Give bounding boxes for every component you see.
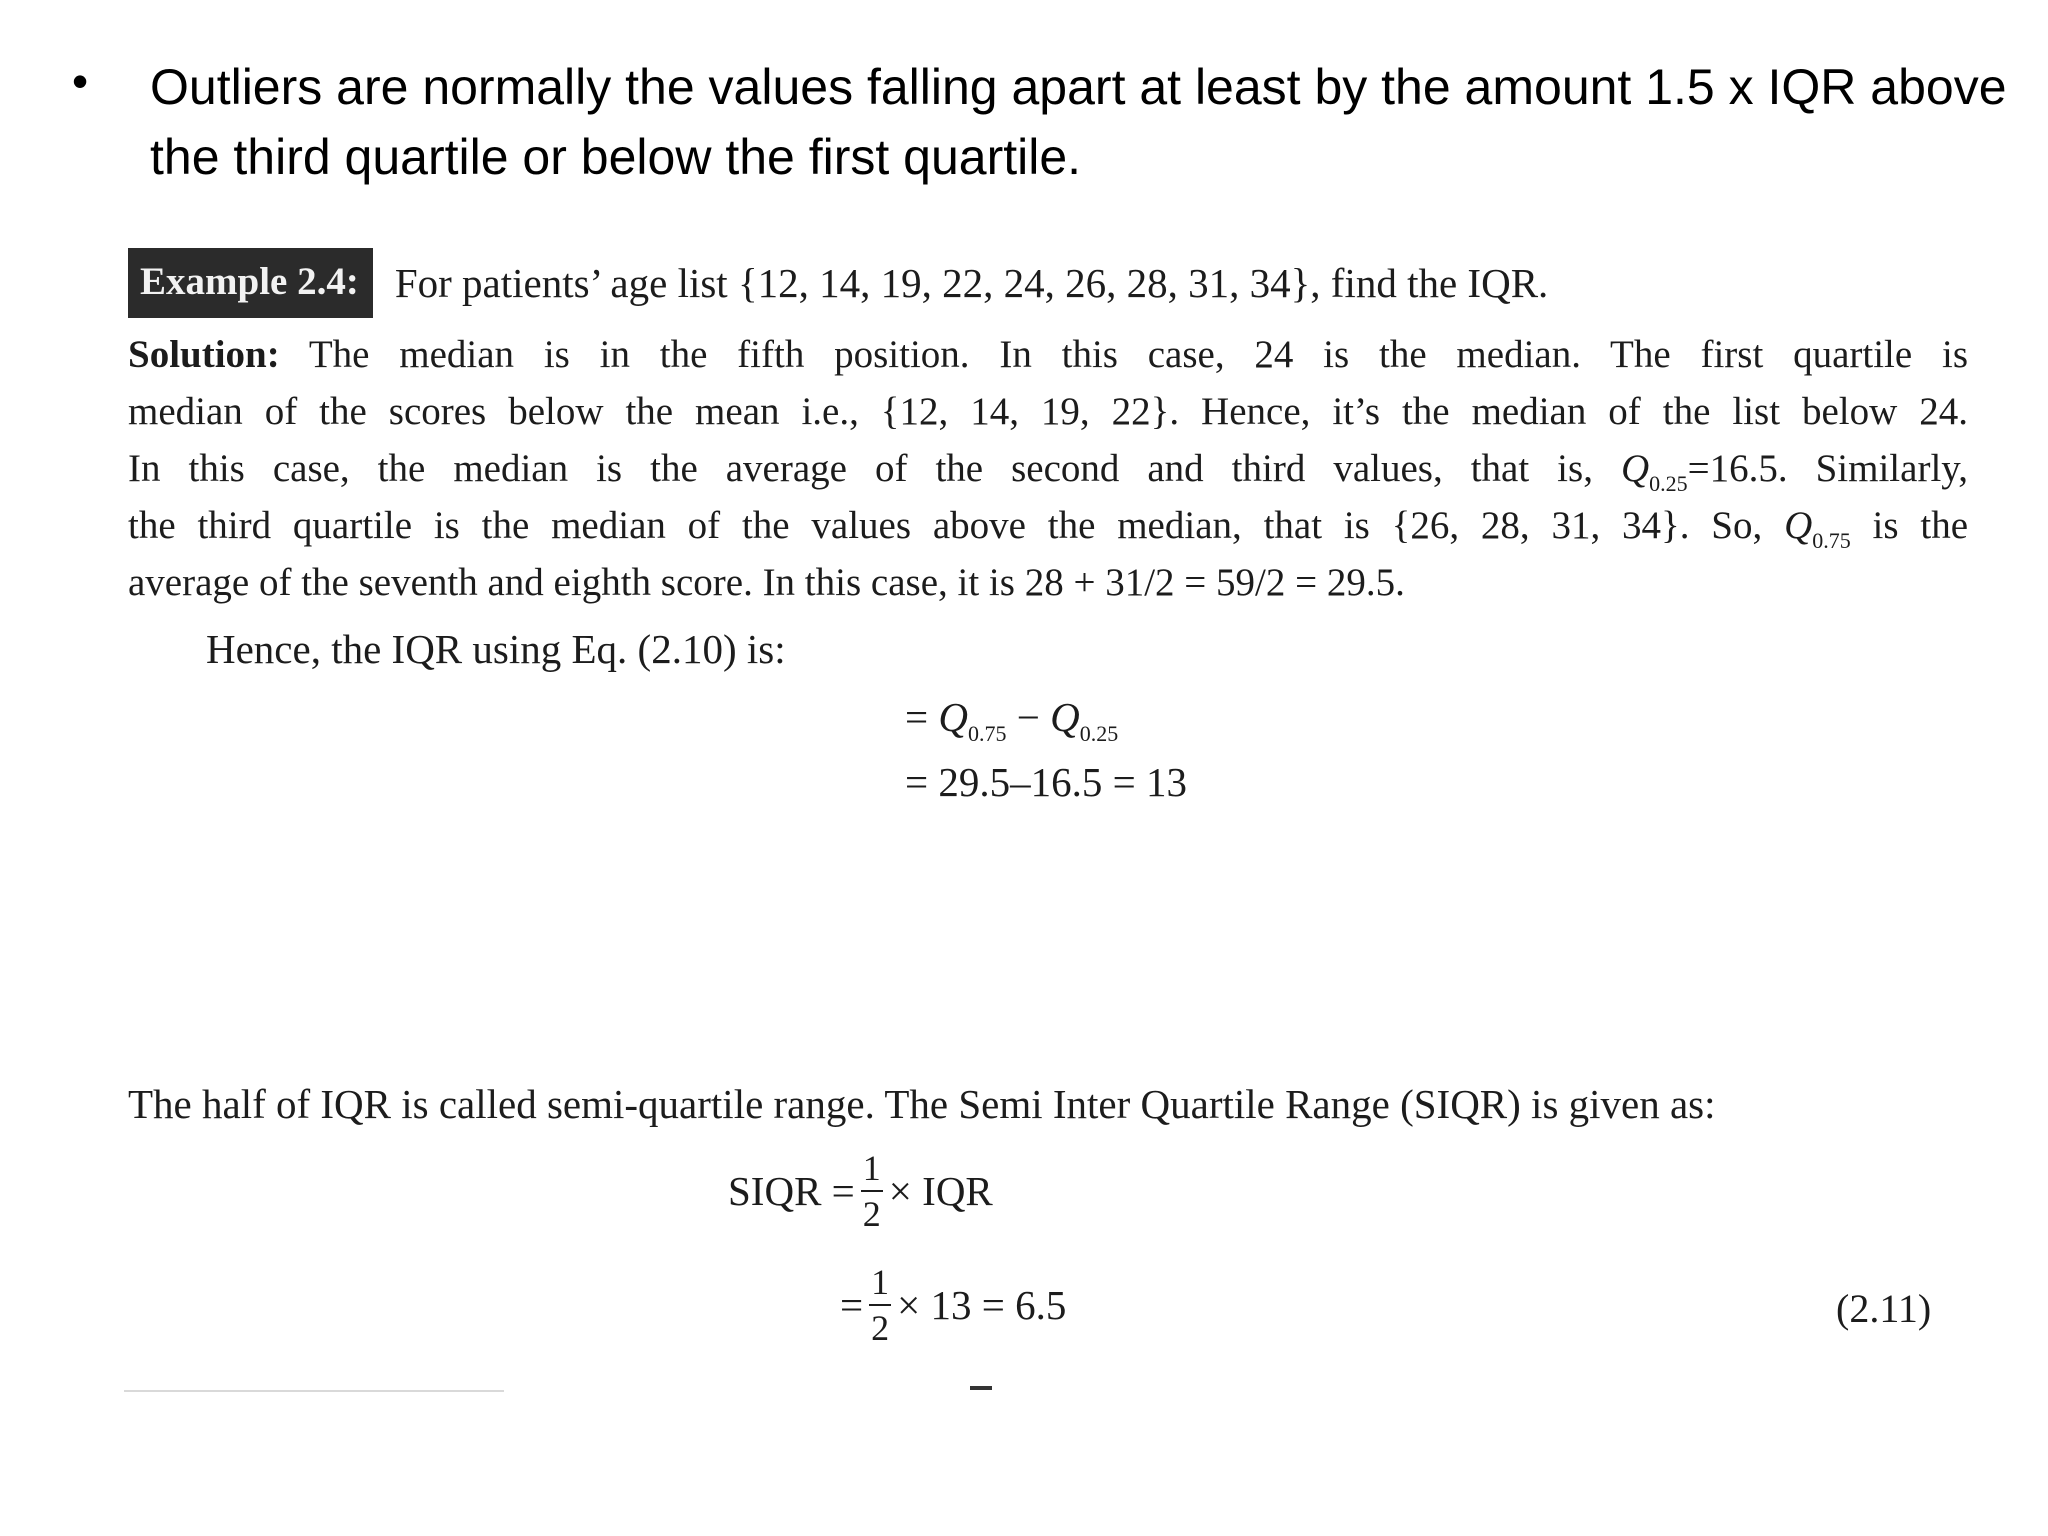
siqr-lhs: SIQR =	[728, 1168, 855, 1214]
solution-text-3b: =16.5. Similarly,	[1687, 447, 1968, 490]
siqr-rhs-2: × 13 = 6.5	[897, 1282, 1067, 1328]
q-symbol: Q	[1620, 447, 1650, 490]
fraction-half	[861, 1148, 883, 1234]
eq-sign: =	[905, 694, 929, 740]
q-sub: 0.75	[967, 721, 1007, 746]
q-third-term	[938, 694, 1007, 746]
solution-line-2: median of the scores below the mean i.e., {12, 14, 19, 22}. Hence, it’s the median of the list below 24.	[128, 390, 1968, 433]
siqr-equation-1	[728, 1148, 993, 1234]
fraction-half	[869, 1262, 891, 1348]
example-label: Example 2.4:	[128, 248, 373, 318]
solution-lead: Solution:	[128, 333, 280, 376]
iqr-equation-2: = 29.5–16.5 = 13	[905, 759, 1187, 805]
scan-divider	[124, 1390, 504, 1392]
q-third-quartile	[1784, 504, 1851, 553]
fraction-bar	[869, 1304, 891, 1306]
bullet-marker: •	[72, 55, 89, 107]
fraction-numerator: 1	[871, 1262, 890, 1302]
minus-sign: −	[1016, 694, 1040, 740]
fraction-denominator: 2	[871, 1308, 890, 1348]
solution-text-3a: In this case, the median is the average of the second and third values, that is,	[128, 447, 1593, 490]
eq-sign: =	[840, 1282, 864, 1328]
siqr-intro: The half of IQR is called semi-quartile range. The Semi Inter Quartile Range (SIQR) is given as:	[128, 1081, 1716, 1127]
q-sub: 0.25	[1649, 471, 1688, 496]
equation-number: (2.11)	[1836, 1286, 1932, 1331]
q-sub: 0.75	[1812, 528, 1851, 553]
siqr-equation-2	[840, 1262, 1066, 1348]
q-symbol: Q	[1784, 504, 1813, 547]
fraction-bar	[861, 1190, 883, 1192]
q-first-term	[1050, 694, 1119, 746]
q-first-quartile	[1620, 447, 1688, 496]
example-header	[128, 248, 1548, 318]
iqr-equation-1	[905, 693, 1118, 747]
solution-line-3	[128, 440, 1968, 497]
q-symbol: Q	[938, 694, 968, 740]
bullet-text: Outliers are normally the values falling apart at least by the amount 1.5 x IQR above the third quartile or below the first quartile.	[150, 59, 2007, 185]
q-symbol: Q	[1050, 694, 1080, 740]
iqr-intro: Hence, the IQR using Eq. (2.10) is:	[206, 626, 786, 672]
fraction-numerator: 1	[862, 1148, 881, 1188]
solution-line-1	[128, 326, 1968, 383]
fraction-denominator: 2	[862, 1194, 881, 1234]
solution-text-4a: the third quartile is the median of the values above the median, that is {26, 28, 31, 34}. So,	[128, 504, 1763, 547]
solution-text-4b: is the	[1872, 504, 1969, 547]
example-question: For patients’ age list {12, 14, 19, 22, 24, 26, 28, 31, 34}, find the IQR.	[394, 260, 1549, 306]
solution-line-4	[128, 497, 1968, 554]
q-sub: 0.25	[1079, 721, 1119, 746]
solution-line-5: average of the seventh and eighth score. In this case, it is 28 + 31/2 = 59/2 = 29.5.	[128, 561, 1405, 604]
scan-mark	[970, 1386, 992, 1390]
solution-text-1: The median is in the fifth position. In this case, 24 is the median. The first quartile is	[308, 333, 1968, 376]
siqr-rhs-1: × IQR	[888, 1168, 993, 1214]
solution-block	[128, 326, 1968, 611]
